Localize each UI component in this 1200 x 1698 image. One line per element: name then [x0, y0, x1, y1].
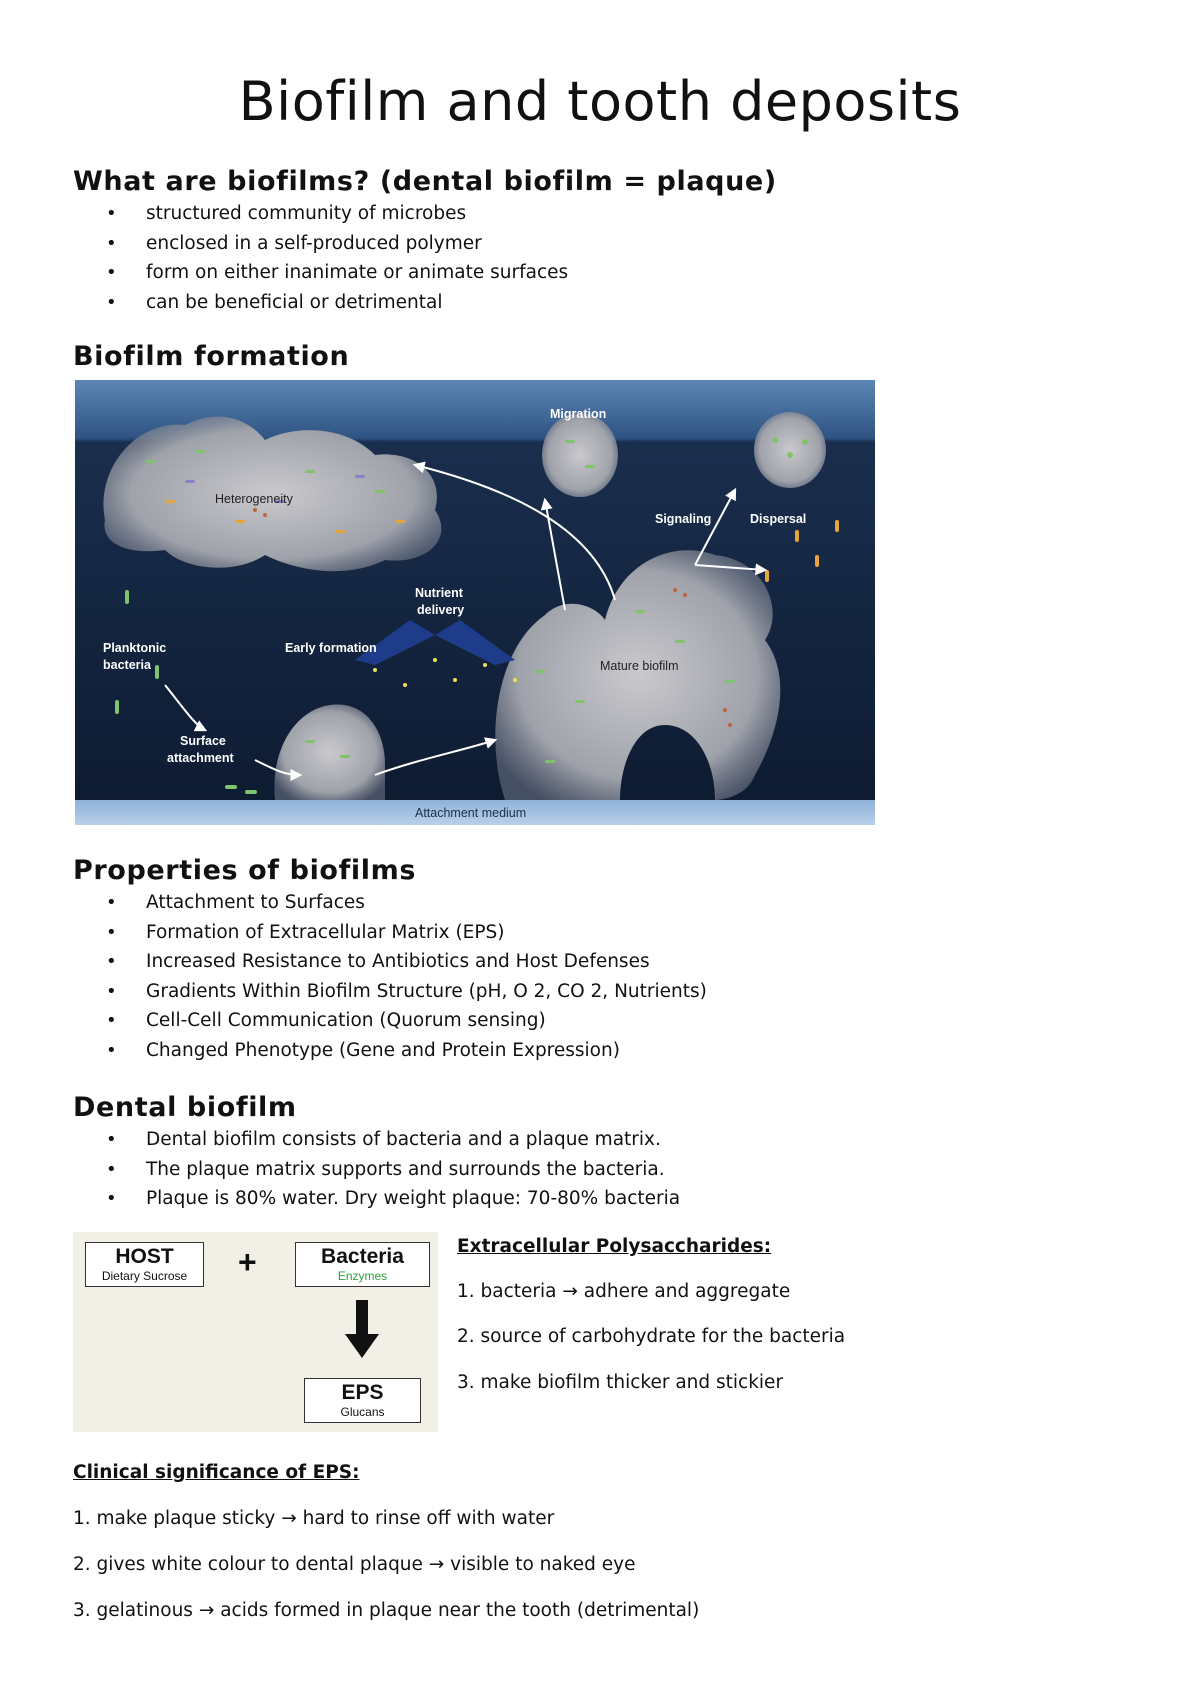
list-item: • Dental biofilm consists of bacteria and a plaque matrix. — [73, 1125, 680, 1155]
arrow-down-icon — [345, 1300, 379, 1358]
list-item: • Changed Phenotype (Gene and Protein Expression) — [73, 1036, 707, 1066]
host-sublabel: Dietary Sucrose — [101, 1269, 188, 1283]
eps-heading: Extracellular Polysaccharides: — [457, 1236, 772, 1257]
eps-label: EPS — [341, 1381, 384, 1404]
host-box — [85, 1242, 204, 1287]
host-label: HOST — [115, 1245, 174, 1268]
heading-properties-of-biofilms: Properties of biofilms — [73, 855, 417, 886]
eps-point-1: 1. bacteria → adhere and aggregate — [457, 1281, 791, 1302]
list-item: • form on either inanimate or animate surfaces — [73, 258, 568, 288]
eps-point-3: 3. make biofilm thicker and stickier — [457, 1372, 784, 1393]
list-biofilm-properties — [73, 888, 707, 1065]
list-item: • Gradients Within Biofilm Structure (pH, O 2, CO 2, Nutrients) — [73, 977, 707, 1007]
plus-sign: + — [238, 1244, 257, 1280]
list-item: • Cell-Cell Communication (Quorum sensing) — [73, 1006, 707, 1036]
eps-box — [304, 1378, 421, 1423]
migration-cloud — [542, 413, 618, 497]
list-item: • The plaque matrix supports and surrounds the bacteria. — [73, 1155, 680, 1185]
label-signaling: Signaling — [655, 512, 712, 526]
list-item: • Plaque is 80% water. Dry weight plaque: 70-80% bacteria — [73, 1184, 680, 1214]
label-nutrient: Nutrient — [415, 586, 463, 600]
label-attachment: attachment — [167, 751, 234, 765]
enzymes-label: Enzymes — [337, 1269, 388, 1283]
glucans-label: Glucans — [340, 1405, 385, 1419]
list-item: • can be beneficial or detrimental — [73, 288, 568, 318]
label-bacteria: bacteria — [103, 658, 151, 672]
list-item: • Increased Resistance to Antibiotics and Host Defenses — [73, 947, 707, 977]
list-item: • enclosed in a self-produced polymer — [73, 229, 568, 259]
clinical-point-3: 3. gelatinous → acids formed in plaque near the tooth (detrimental) — [73, 1600, 700, 1621]
label-heterogeneity: Heterogeneity — [215, 492, 293, 506]
heading-what-are-biofilms: What are biofilms? (dental biofilm = plaque) — [73, 166, 777, 197]
heading-dental-biofilm: Dental biofilm — [73, 1092, 297, 1123]
list-item: • structured community of microbes — [73, 199, 568, 229]
label-attachment-medium: Attachment medium — [415, 806, 527, 820]
dispersal-cloud — [754, 412, 826, 488]
label-delivery: delivery — [417, 603, 465, 617]
list-dental-biofilm — [73, 1125, 680, 1214]
label-dispersal: Dispersal — [750, 512, 807, 526]
list-item: • Attachment to Surfaces — [73, 888, 707, 918]
label-mature-biofilm: Mature biofilm — [600, 659, 679, 673]
list-biofilm-definition — [73, 199, 568, 317]
label-migration: Migration — [550, 407, 607, 421]
label-early-formation: Early formation — [285, 641, 377, 655]
label-planktonic: Planktonic — [103, 641, 167, 655]
eps-point-2: 2. source of carbohydrate for the bacteria — [457, 1326, 846, 1347]
clinical-point-2: 2. gives white colour to dental plaque → visible to naked eye — [73, 1554, 636, 1575]
clinical-point-1: 1. make plaque sticky → hard to rinse off with water — [73, 1508, 555, 1529]
list-item: • Formation of Extracellular Matrix (EPS) — [73, 918, 707, 948]
biofilm-formation-illustration — [75, 380, 875, 825]
clinical-heading: Clinical significance of EPS: — [73, 1462, 360, 1483]
heading-biofilm-formation: Biofilm formation — [73, 341, 350, 372]
bacteria-box — [295, 1242, 430, 1287]
document-title: Biofilm and tooth deposits — [238, 70, 962, 133]
eps-formation-diagram — [73, 1232, 438, 1432]
bacteria-label: Bacteria — [321, 1245, 404, 1268]
label-surface: Surface — [180, 734, 226, 748]
